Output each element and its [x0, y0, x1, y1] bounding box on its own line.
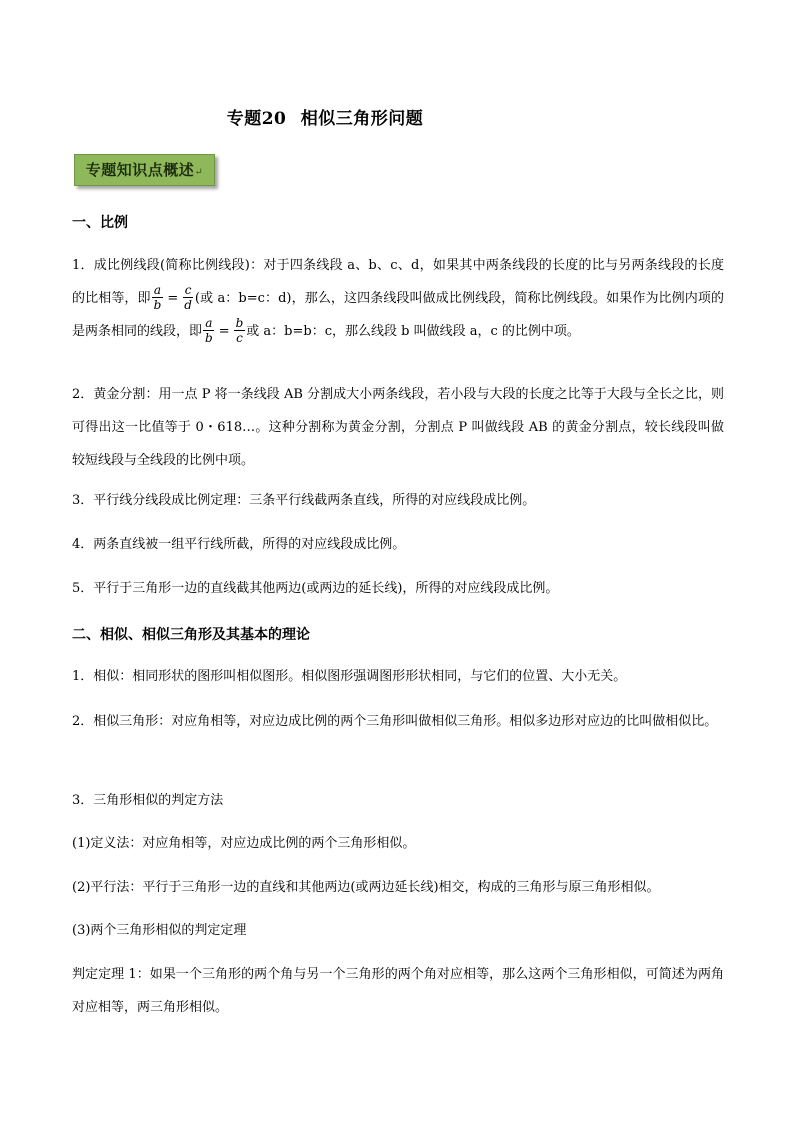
paragraph-mark-icon: ↵ — [194, 167, 204, 178]
equals-sign: = — [218, 324, 230, 339]
fraction-b-over-c — [234, 316, 246, 345]
paragraph-theorems-heading: (3)两个三角形相似的判定定理 — [72, 923, 247, 938]
paragraph-definition-method: (1)定义法：对应角相等，对应边成比例的两个三角形相似。 — [72, 836, 416, 851]
equals-sign: = — [167, 291, 179, 306]
title-topic-number: 专题20 — [226, 109, 287, 129]
paragraph-criterion-theorem-1: 判定定理 1：如果一个三角形的两个角与另一个三角形的两个角对应相等，那么这两个三角形相似，可简述为两角对应相等，两三角形相似。 — [72, 967, 724, 1015]
paragraph-golden-section: 2．黄金分割：用一点 P 将一条线段 AB 分割成大小两条线段，若小段与大段的长度之比等于大段与全长之比，则可得出这一比值等于 0・618…。这种分割称为黄金分割，分割点 P 叫做线段 AB 的黄金分割点，较长线段叫做较短线段与全线段的比例中项。 — [72, 387, 724, 468]
paragraph-parallel-lines-theorem: 3．平行线分线段成比例定理：三条平行线截两条直线，所得的对应线段成比例。 — [72, 493, 536, 508]
fraction-a-over-b — [203, 316, 215, 345]
paragraph-proportional-segments — [72, 249, 724, 348]
section-badge-label: 专题知识点概述 — [85, 161, 195, 179]
paragraph-parallel-method: (2)平行法：平行于三角形一边的直线和其他两边(或两边延长线)相交，构成的三角形与原三角形相似。 — [72, 880, 660, 895]
paragraph-similarity-definition: 1．相似：相同形状的图形叫相似图形。相似图形强调图形形状相同，与它们的位置、大小无关。 — [72, 669, 627, 684]
section-heading-similarity: 二、相似、相似三角形及其基本的理论 — [72, 627, 310, 643]
paragraph-text: 或 a：b=b：c，那么线段 b 叫做线段 a，c 的比例中项。 — [246, 324, 580, 339]
fraction-a-over-b — [152, 283, 164, 312]
section-heading-proportion: 一、比例 — [72, 215, 128, 231]
title-topic-name: 相似三角形问题 — [300, 109, 424, 129]
fraction-c-over-d — [182, 283, 194, 312]
paragraph-criteria-heading: 3．三角形相似的判定方法 — [72, 793, 224, 808]
fraction-numerator: a — [205, 316, 213, 330]
page-title — [0, 104, 650, 129]
paragraph-parallel-transversals: 4．两条直线被一组平行线所截，所得的对应线段成比例。 — [72, 537, 406, 552]
fraction-numerator: b — [235, 316, 244, 330]
fraction-denominator: c — [236, 331, 243, 345]
paragraph-similar-triangles: 2．相似三角形：对应角相等，对应边成比例的两个三角形叫做相似三角形。相似多边形对应边的比叫做相似比。 — [72, 714, 718, 729]
fraction-numerator: c — [184, 283, 192, 297]
paragraph-triangle-parallel: 5．平行于三角形一边的直线截其他两边(或两边的延长线)，所得的对应线段成比例。 — [72, 581, 559, 596]
paragraph-text: 1．成比例线段(简称比例线段)：对于四条线段 a、b、c、d，如果其中两条线段的长度的比与另两条线段的长度的比相等，即 — [72, 258, 724, 306]
paragraph-text: (或 a：b=c：d)，那么，这四条线段叫做成比例线段，简称比例线段。如果作为比例内项的是两条相同的线段，即 — [72, 291, 724, 339]
fraction-denominator: d — [184, 298, 192, 312]
fraction-numerator: a — [153, 283, 162, 297]
fraction-denominator: b — [205, 331, 213, 345]
fraction-denominator: b — [153, 298, 162, 312]
section-badge — [74, 154, 215, 186]
